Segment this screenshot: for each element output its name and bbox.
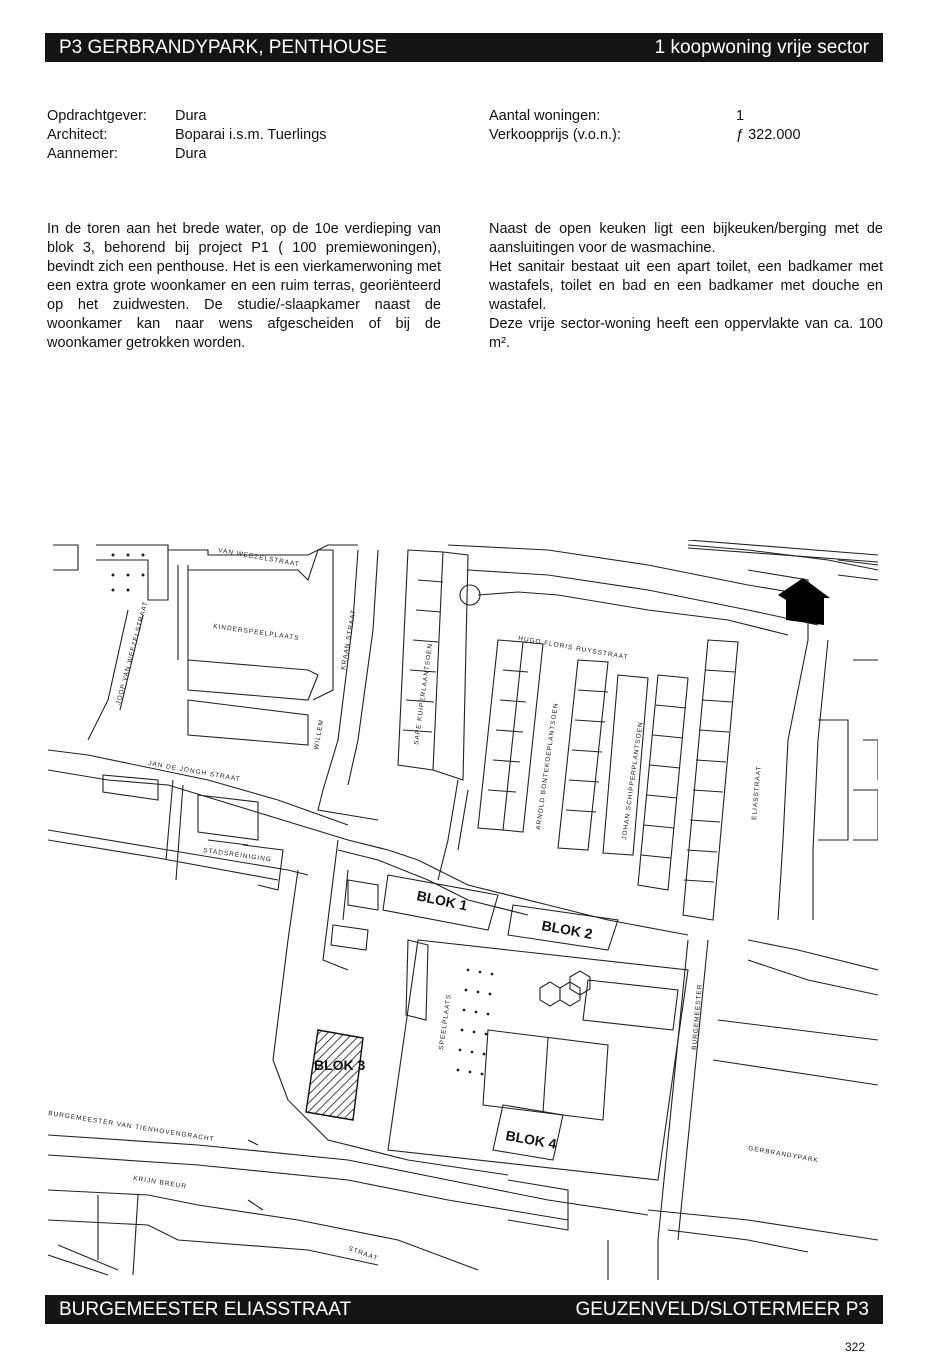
block-label: BLOK 4 <box>504 1127 558 1152</box>
street-label: ARNOLD BONTEKOEPLANTSOEN <box>535 702 560 831</box>
description-right <box>489 220 883 353</box>
meta-row <box>489 107 801 126</box>
street-label: GERBRANDYPARK <box>747 1145 820 1165</box>
street-label: VAN WEEZELSTRAAT <box>217 547 301 569</box>
meta-value: 1 <box>736 108 745 124</box>
block-label: BLOK 1 <box>415 887 469 914</box>
meta-key: Architect: <box>47 127 108 143</box>
street-label: BURGEMEESTER VAN TIENHOVENGRACHT <box>48 1110 215 1144</box>
project-meta-right <box>489 107 801 145</box>
meta-row <box>47 145 327 164</box>
paragraph: In de toren aan het brede water, op de 10e verdieping van blok 3, behorend bij project P1 ( 100 premiewoningen), bevindt zich een penthouse. Het is een vierkamerwoning met een extra grote woonkamer en een ruim terras, georiënteerd op het zuidwesten. De studie/-slaapkamer naast de woonkamer kan naar wens afgescheiden of bij de woonkamer getrokken worden. <box>47 221 441 351</box>
street-label: SAPE KUIPERLAANTSOEN <box>413 642 435 746</box>
district-code: GEUZENVELD/SLOTERMEER P3 <box>575 1298 869 1320</box>
street-label: JAN DE JONGH STRAAT <box>147 760 242 784</box>
meta-value: Boparai i.s.m. Tuerlings <box>175 127 327 143</box>
meta-value: ƒ 322.000 <box>736 127 801 143</box>
header-bar <box>45 33 883 62</box>
page-number: 322 <box>845 1340 866 1354</box>
paragraph: Naast de open keuken ligt een bijkeuken/berging met de aansluitingen voor de wasmachine. <box>489 221 883 256</box>
paragraph: Deze vrije sector-woning heeft een oppervlakte van ca. 100 m². <box>489 316 883 351</box>
project-type: 1 koopwoning vrije sector <box>654 36 869 58</box>
street-label: JOHAN SCHIPPERPLANTSOEN <box>621 721 645 841</box>
street-label: SPEELPLAATS <box>438 993 453 1051</box>
block-label: BLOK 3 <box>314 1057 366 1073</box>
meta-key: Aantal woningen: <box>489 108 601 124</box>
street-label: HUGO FLORIS RUYSSTRAAT <box>517 635 629 662</box>
site-map <box>48 540 878 1280</box>
street-name: BURGEMEESTER ELIASSTRAAT <box>59 1298 352 1320</box>
street-label: BURGEMEESTER <box>691 983 704 1051</box>
project-title: P3 GERBRANDYPARK, PENTHOUSE <box>59 36 388 58</box>
meta-row <box>47 107 327 126</box>
paragraph: Het sanitair bestaat uit een apart toilet, een badkamer met wastafels, toilet en bad en een badkamer met douche en wastafel. <box>489 259 883 313</box>
footer-bar <box>45 1295 883 1324</box>
meta-key: Aannemer: <box>47 146 118 162</box>
meta-key: Opdrachtgever: <box>47 108 147 124</box>
street-label: KRAAN STRAAT <box>340 608 358 671</box>
street-label: KINDERSPEELPLAATS <box>212 623 300 643</box>
meta-value: Dura <box>175 108 207 124</box>
meta-key: Verkoopprijs (v.o.n.): <box>489 127 621 143</box>
project-meta-left <box>47 107 327 164</box>
street-label: JOOP VAN WEEZELSTRAAT <box>115 600 150 706</box>
block-label: BLOK 2 <box>540 917 594 942</box>
meta-row <box>47 126 327 145</box>
street-label: ELIASSTRAAT <box>751 765 763 821</box>
meta-row <box>489 126 801 145</box>
street-label: KRIJN BREUR <box>132 1175 188 1191</box>
street-label: STADSREINIGING <box>202 847 273 864</box>
street-label: STRAAT <box>347 1245 380 1263</box>
meta-value: Dura <box>175 146 207 162</box>
street-label: WILLEM <box>313 718 326 751</box>
description-left <box>47 220 441 353</box>
